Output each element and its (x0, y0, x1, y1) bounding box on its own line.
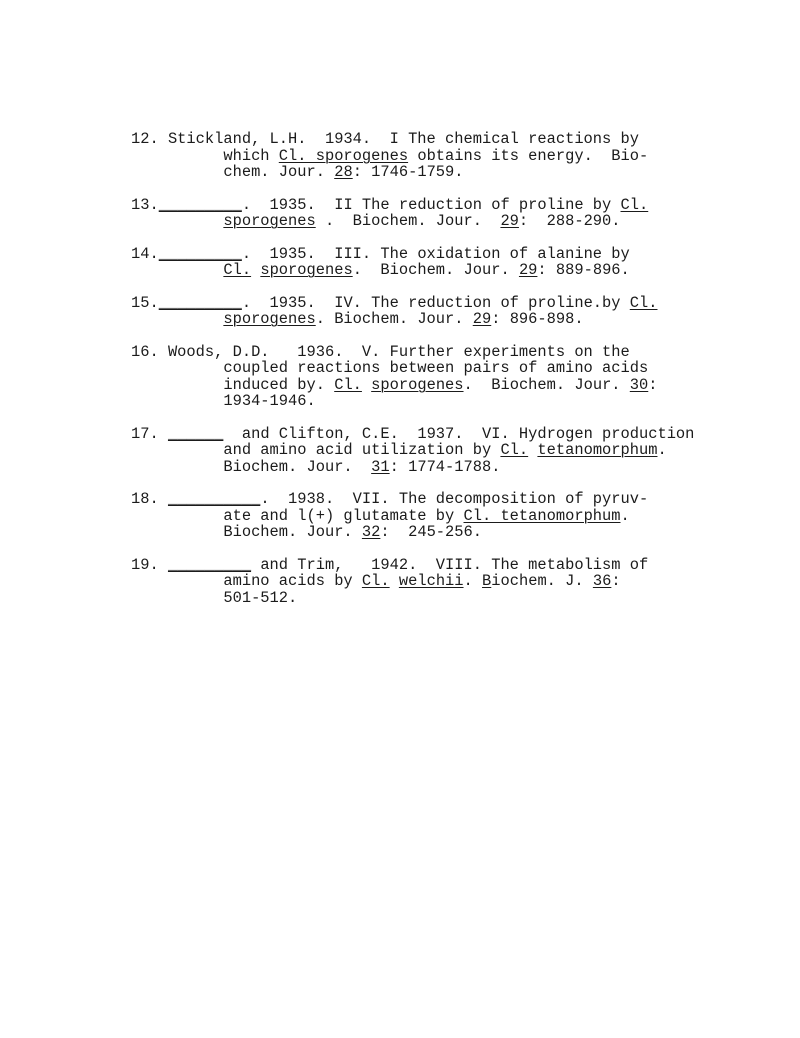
reference-list (131, 131, 771, 622)
reference-text: ate and l(+) glutamate by (131, 506, 464, 525)
reference-text (131, 261, 223, 279)
reference-line (131, 213, 771, 230)
reference-text: 19. (131, 555, 168, 574)
reference-text: . (657, 441, 667, 459)
reference-entry (131, 197, 771, 230)
underlined-text: ______ (167, 424, 224, 443)
underlined-text: _________ (158, 195, 242, 214)
reference-line (131, 295, 771, 312)
reference-line (131, 459, 771, 476)
underlined-text: 28 (334, 163, 353, 181)
reference-line (131, 573, 771, 590)
underlined-text: 29 (518, 261, 538, 279)
underlined-text: Cl. (620, 195, 649, 214)
reference-text (362, 376, 371, 394)
underlined-text: sporogenes (223, 212, 316, 230)
underlined-text: Cl. tetanomorphum (463, 506, 621, 525)
underlined-text: Cl. (223, 261, 252, 279)
reference-text: Biochem. Jour. (131, 457, 372, 476)
reference-text: . Biochem. Jour. (463, 375, 630, 394)
reference-text: 15. (131, 293, 159, 312)
underlined-text: sporogenes (223, 310, 316, 328)
reference-line (131, 131, 771, 148)
reference-text: . Biochem. Jour. (352, 261, 519, 279)
reference-entry (131, 131, 771, 181)
reference-text: . 1935. III. The oxidation of alanine by (241, 244, 630, 263)
reference-line (131, 311, 771, 328)
reference-line (131, 344, 771, 361)
reference-line (131, 377, 771, 394)
underlined-text: 29 (500, 212, 519, 230)
underlined-text: Cl. (500, 441, 529, 459)
reference-entry (131, 491, 771, 541)
reference-text: induced by. (131, 375, 335, 394)
underlined-text: B (482, 572, 492, 590)
reference-text: 501-512. (131, 588, 298, 607)
underlined-text: sporogenes (260, 261, 353, 279)
underlined-text: sporogenes (371, 375, 464, 394)
reference-line (131, 491, 771, 508)
reference-text: 18. (131, 490, 168, 508)
reference-line (131, 164, 771, 181)
reference-text: 14. (131, 244, 159, 263)
reference-text: . Biochem. Jour. (315, 212, 501, 230)
underlined-text: 31 (371, 457, 390, 476)
reference-line (131, 246, 771, 263)
reference-text: : 1746-1759. (352, 163, 464, 181)
reference-text: : 1774-1788. (389, 457, 501, 476)
underlined-text: _________ (158, 293, 242, 312)
reference-text: 16. Woods, D.D. 1936. V. Further experiments on the (131, 342, 630, 361)
reference-entry (131, 426, 771, 476)
underlined-text: Cl. (361, 572, 390, 590)
reference-text: and Trim, 1942. VIII. The metabolism of (251, 555, 649, 574)
reference-line (131, 148, 771, 165)
reference-text: . 1935. II The reduction of proline by (241, 195, 621, 214)
reference-text: Biochem. Jour. (131, 523, 362, 541)
reference-text: iochem. J. (491, 572, 593, 590)
reference-line (131, 442, 771, 459)
reference-text (131, 212, 223, 230)
reference-entry (131, 557, 771, 607)
reference-text: amino acids by (131, 572, 362, 590)
reference-text: obtains its energy. Bio- (408, 146, 649, 165)
underlined-text: 30 (629, 375, 649, 394)
reference-line (131, 508, 771, 525)
reference-text (390, 572, 399, 590)
reference-text: : 245-256. (380, 523, 482, 541)
underlined-text: 32 (361, 523, 381, 541)
reference-line (131, 197, 771, 214)
reference-entry (131, 295, 771, 328)
underlined-text: Cl. (334, 375, 362, 394)
underlined-text: __________ (167, 490, 261, 508)
reference-text: . (463, 572, 483, 590)
underlined-text: Cl. sporogenes (278, 146, 409, 165)
reference-text: 17. (131, 424, 168, 443)
reference-line (131, 393, 771, 410)
reference-text (251, 261, 260, 279)
reference-line (131, 557, 771, 574)
reference-text: 12. Stickland, L.H. 1934. I The chemical reactions by (131, 130, 639, 148)
reference-text: . 1935. IV. The reduction of proline.by (241, 293, 630, 312)
reference-text: : 896-898. (491, 310, 584, 328)
underlined-text: Cl. (629, 293, 658, 312)
reference-line (131, 262, 771, 279)
reference-text: chem. Jour. (131, 163, 335, 181)
reference-text: 13. (131, 195, 159, 214)
reference-text: : 889-896. (537, 261, 630, 279)
underlined-text: _________ (158, 244, 242, 263)
reference-text: : (611, 572, 621, 590)
underlined-text: 36 (592, 572, 612, 590)
reference-text: . Biochem. Jour. (315, 310, 473, 328)
reference-text: . 1938. VII. The decomposition of pyruv- (260, 490, 649, 508)
underlined-text: _________ (167, 555, 252, 574)
reference-text (131, 310, 223, 328)
underlined-text: 29 (472, 310, 492, 328)
reference-text: coupled reactions between pairs of amino acids (131, 359, 649, 377)
reference-entry (131, 344, 771, 410)
reference-line (131, 590, 771, 607)
reference-line (131, 524, 771, 541)
underlined-text: tetanomorphum (537, 441, 658, 459)
reference-text: and Clifton, C.E. 1937. VI. Hydrogen production (223, 424, 695, 443)
reference-line (131, 360, 771, 377)
reference-text: and amino acid utilization by (131, 441, 501, 459)
reference-text: which (131, 146, 279, 165)
underlined-text: welchii (398, 572, 464, 590)
reference-text: 1934-1946. (131, 392, 316, 410)
reference-text: : 288-290. (518, 212, 621, 230)
reference-text: . (620, 506, 630, 525)
reference-line (131, 426, 771, 443)
reference-entry (131, 246, 771, 279)
reference-text: : (648, 375, 658, 394)
